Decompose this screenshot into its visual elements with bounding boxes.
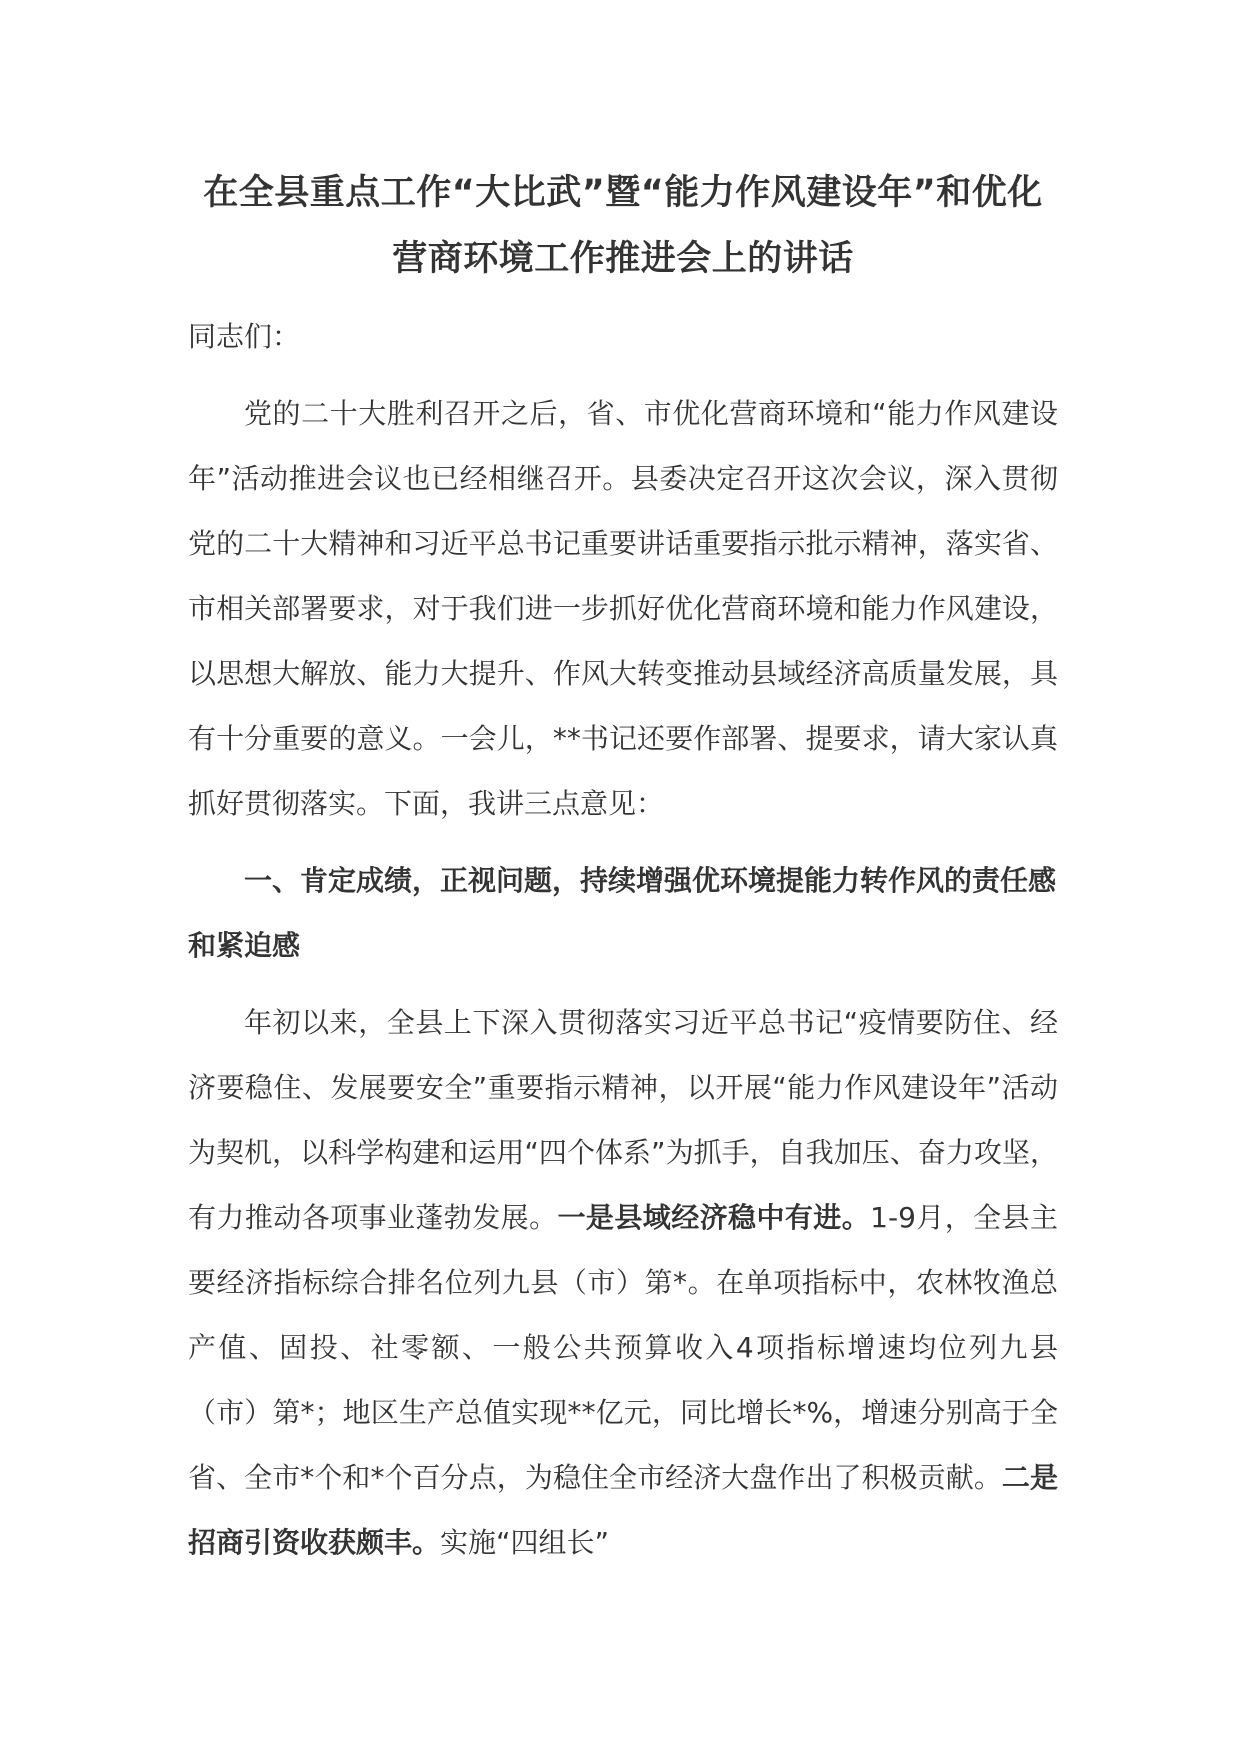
paragraph-text: 1-9月，全县主要经济指标综合排名位列九县（市）第*。在单项指标中，农林牧渔总产值、固投、社零额、一般公共预算收入4项指标增速均位列九县（市）第*；地区生产总值实现**亿元，同比增长*%，增速分别高于全省、全市*个和*个百分点，为稳住全市经济大盘作出了积极贡献。 <box>188 1201 1058 1494</box>
paragraph-text: 实施“四组长” <box>440 1526 610 1559</box>
bold-point-2: 二是招商引资收获颇丰。 <box>188 1461 1058 1559</box>
paragraph-text: 年初以来，全县上下深入贯彻落实习近平总书记“疫情要防住、经济要稳住、发展要安全”重要指示精神，以开展“能力作风建设年”活动为契机，以科学构建和运用“四个体系”为抓手，自我加压、奋力攻坚，有力推动各项事业蓬勃发展。 <box>188 1006 1058 1234</box>
paragraph-intro: 党的二十大胜利召开之后，省、市优化营商环境和“能力作风建设年”活动推进会议也已经相继召开。县委决定召开这次会议，深入贯彻党的二十大精神和习近平总书记重要讲话重要指示批示精神，落实省、市相关部署要求，对于我们进一步抓好优化营商环境和能力作风建设，以思想大解放、能力大提升、作风大转变推动县域经济高质量发展，具有十分重要的意义。一会儿，**书记还要作部署、提要求，请大家认真抓好贯彻落实。下面，我讲三点意见： <box>188 397 1058 820</box>
bold-point-1: 一是县域经济稳中有进。 <box>557 1201 871 1234</box>
title-line-1: 在全县重点工作“大比武”暨“能力作风建设年”和优化 <box>203 173 1043 213</box>
document-title <box>188 160 1058 292</box>
paragraph-achievements <box>188 990 1058 1575</box>
salutation: 同志们： <box>188 320 301 353</box>
document-page <box>188 160 1058 1575</box>
section-heading-1: 一、肯定成绩，正视问题，持续增强优环境提能力转作风的责任感和紧迫感 <box>188 864 1057 962</box>
title-line-2: 营商环境工作推进会上的讲话 <box>392 239 854 279</box>
